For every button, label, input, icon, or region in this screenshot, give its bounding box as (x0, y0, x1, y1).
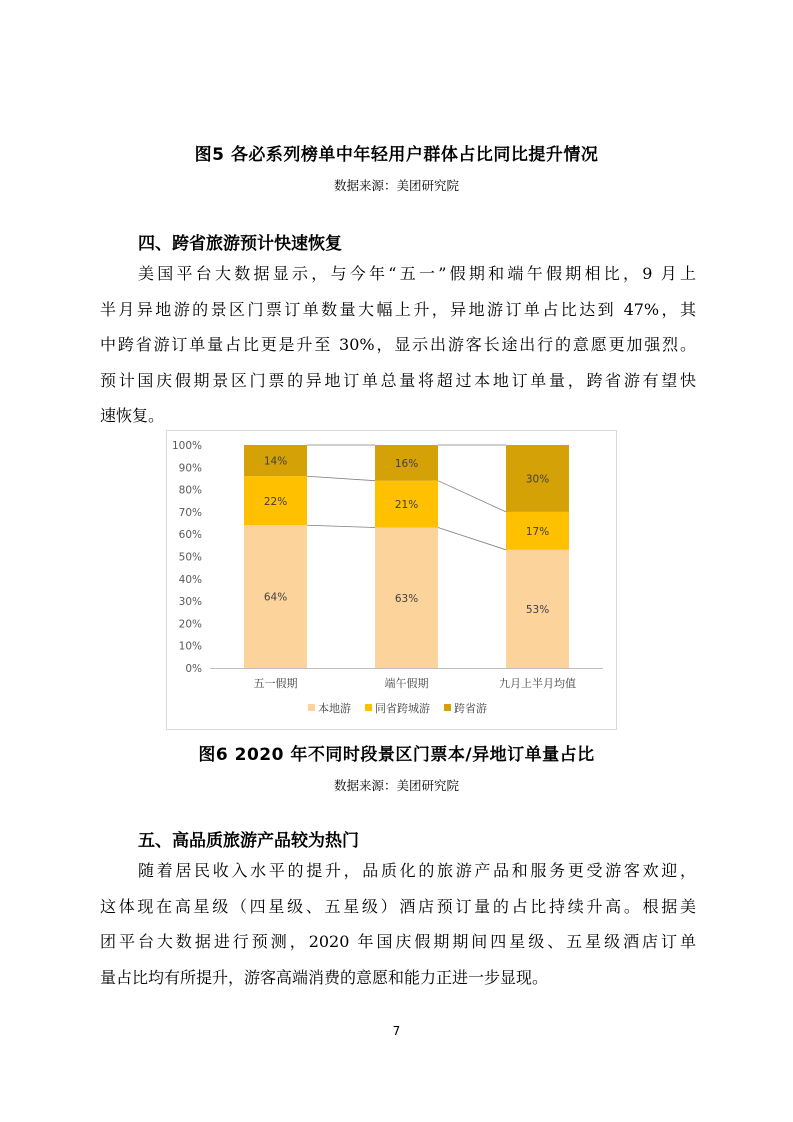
paragraph-line: 美国平台大数据显示，与今年“五一”假期和端午假期相比，9 月上 (138, 264, 696, 283)
data-label: 16% (394, 457, 419, 470)
x-tick-label: 五一假期 (253, 677, 298, 690)
figure-6-source: 数据来源：美团研究院 (333, 778, 459, 793)
figure-5-title: 图5 各必系列榜单中年轻用户群体占比同比提升情况 (194, 145, 599, 165)
data-label: 17% (525, 525, 550, 538)
y-tick-label: 60% (178, 529, 202, 542)
series-connector-line (438, 528, 506, 550)
data-label: 22% (263, 495, 288, 508)
series-connector-line (307, 476, 375, 480)
paragraph-line: 半月异地游的景区门票订单数量大幅上升，异地游订单占比达到 47%，其 (100, 299, 696, 319)
data-label: 21% (394, 499, 419, 512)
y-tick-label: 40% (178, 573, 202, 586)
legend-label: 同省跨城游 (375, 702, 430, 715)
paragraph-line: 量占比均有所提升，游客高端消费的意愿和能力正进一步显现。 (100, 967, 549, 987)
y-tick-label: 30% (178, 596, 202, 609)
stacked-bar-chart (167, 431, 616, 729)
data-label: 30% (525, 473, 550, 486)
section-4-heading: 四、跨省旅游预计快速恢复 (138, 234, 342, 254)
data-label: 64% (263, 591, 288, 604)
paragraph-line: 随着居民收入水平的提升，品质化的旅游产品和服务更受游客欢迎， (138, 861, 696, 880)
figure-5-source: 数据来源：美团研究院 (333, 178, 459, 193)
y-tick-label: 90% (178, 462, 202, 475)
legend-label: 跨省游 (454, 702, 487, 715)
legend-label: 本地游 (318, 702, 351, 715)
y-tick-label: 70% (178, 506, 202, 519)
data-label: 14% (263, 455, 288, 468)
y-tick-label: 50% (178, 551, 202, 564)
paragraph-line: 预计国庆假期景区门票的异地订单总量将超过本地订单量，跨省游有望快 (100, 370, 696, 390)
chart-frame (166, 430, 617, 730)
figure-6-title: 图6 2020 年不同时段景区门票本/异地订单量占比 (198, 745, 595, 765)
y-tick-label: 0% (185, 663, 202, 675)
x-tick-label: 九月上半月均值 (499, 677, 576, 690)
legend-swatch (444, 704, 451, 711)
y-tick-label: 100% (171, 440, 202, 452)
data-label: 63% (394, 592, 419, 605)
series-connector-line (307, 525, 375, 527)
paragraph-line: 这体现在高星级（四星级、五星级）酒店预订量的占比持续升高。根据美 (100, 896, 696, 916)
y-tick-label: 80% (178, 484, 202, 497)
legend-swatch (308, 704, 315, 711)
series-connector-line (438, 481, 506, 512)
legend-swatch (365, 704, 372, 711)
y-tick-label: 10% (178, 640, 202, 653)
paragraph-line: 中跨省游订单量占比更是升至 30%，显示出游客长途出行的意愿更加强烈。 (100, 335, 696, 354)
paragraph-line: 团平台大数据进行预测，2020 年国庆假期期间四星级、五星级酒店订单 (100, 932, 696, 951)
section-5-heading: 五、高品质旅游产品较为热门 (138, 831, 359, 851)
section-4-paragraph (100, 256, 696, 434)
paragraph-line: 速恢复。 (100, 406, 165, 425)
data-label: 53% (525, 603, 550, 616)
section-5-paragraph (100, 853, 696, 995)
x-tick-label: 端午假期 (384, 677, 429, 690)
y-tick-label: 20% (178, 618, 202, 631)
page-number: 7 (392, 1024, 401, 1038)
